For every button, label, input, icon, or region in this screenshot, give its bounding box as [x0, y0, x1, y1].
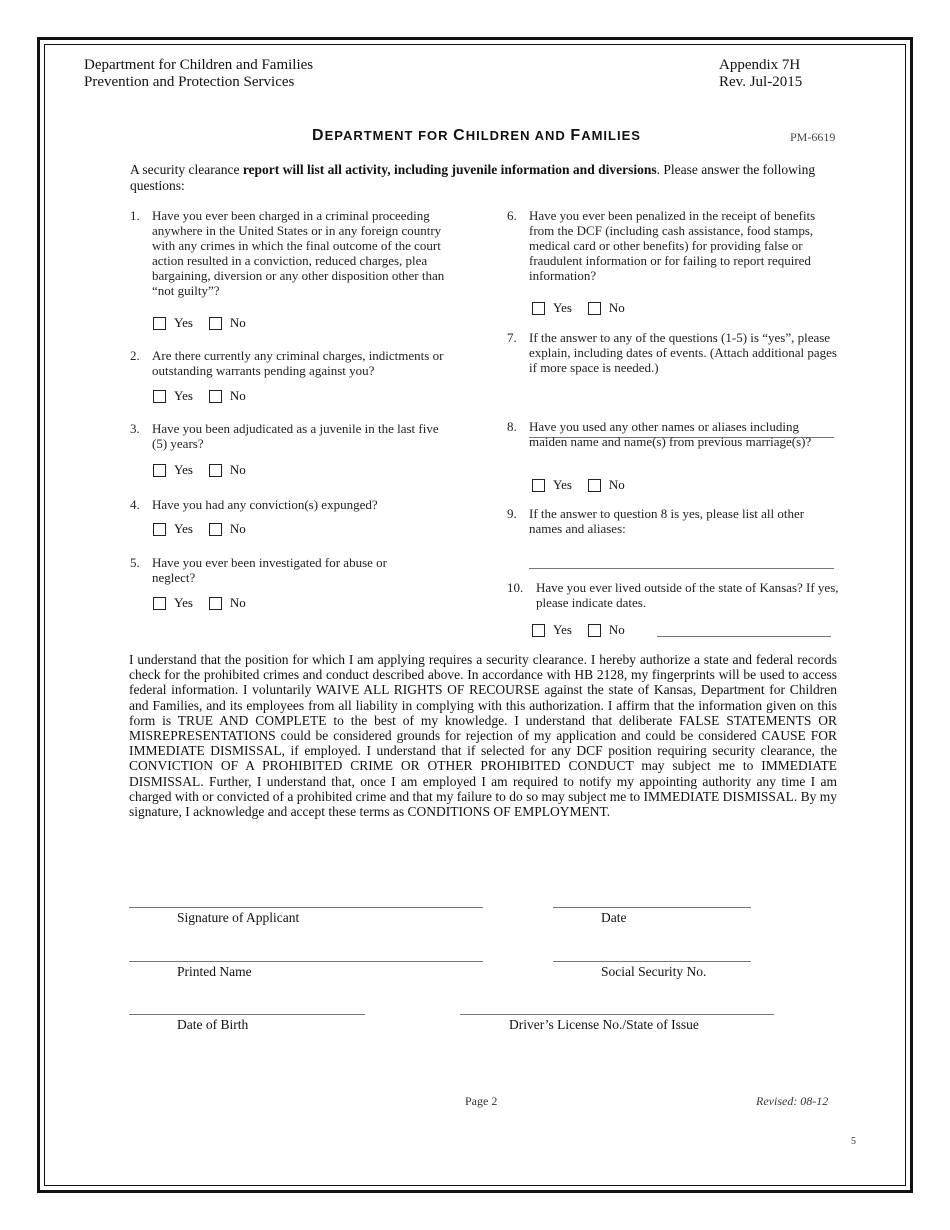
question-1: 1. Have you ever been charged in a criminal proceeding anywhere in the United States or in any foreign country with any crimes in which the final outcome of the court action resulted in a conviction, reduced charges, plea bargaining, diversion or any other disposition other than “not guilty”? [130, 208, 445, 298]
question-8: 8. Have you used any other names or aliases including maiden name and name(s) from previous marriage(s)? [507, 419, 812, 449]
q5-no-checkbox[interactable] [209, 597, 222, 610]
header-right [719, 57, 802, 91]
q10-yes-checkbox[interactable] [532, 624, 545, 637]
q2-no-checkbox[interactable] [209, 390, 222, 403]
form-id: PM-6619 [790, 130, 836, 144]
question-4: 4. Have you had any conviction(s) expunged? [130, 497, 378, 512]
q8-no-checkbox[interactable] [588, 479, 601, 492]
header-division: Prevention and Protection Services [84, 74, 295, 90]
question-5-answer: Yes No [153, 595, 256, 611]
question-4-answer: Yes No [153, 521, 256, 537]
header-dept: Department for Children and Families [84, 57, 314, 73]
question-8-answer: Yes No [532, 477, 635, 493]
question-10: 10. Have you ever lived outside of the state of Kansas? If yes, please indicate dates. [507, 580, 839, 610]
header-revision: Rev. Jul-2015 [719, 74, 803, 90]
header-left [84, 57, 313, 91]
license-line[interactable] [460, 1014, 774, 1015]
signature-line[interactable] [129, 907, 483, 908]
ssn-label: Social Security No. [601, 964, 707, 979]
dob-label: Date of Birth [177, 1017, 249, 1032]
q3-no-checkbox[interactable] [209, 464, 222, 477]
q5-yes-checkbox[interactable] [153, 597, 166, 610]
date-label: Date [601, 910, 627, 925]
question-2-answer: Yes No [153, 388, 256, 404]
question-1-answer: Yes No [153, 315, 256, 331]
q8-yes-checkbox[interactable] [532, 479, 545, 492]
question-2: 2. Are there currently any criminal charges, indictments or outstanding warrants pending against you? [130, 348, 444, 378]
question-6-answer: Yes No [532, 300, 635, 316]
dob-line[interactable] [129, 1014, 365, 1015]
question-9-answer-line[interactable] [529, 568, 834, 569]
corner-mark: 5 [851, 1136, 856, 1147]
q3-yes-checkbox[interactable] [153, 464, 166, 477]
header-appendix: Appendix 7H [719, 57, 801, 73]
intro-text: A security clearance report will list all activity, including juvenile information and diversions. Please answer the following questions: [130, 162, 816, 193]
question-9: 9. If the answer to question 8 is yes, please list all other names and aliases: [507, 506, 805, 536]
signature-label: Signature of Applicant [177, 910, 300, 925]
form-title: DEPARTMENT FOR CHILDREN AND FAMILIES [312, 127, 641, 144]
q1-no-checkbox[interactable] [209, 317, 222, 330]
question-10-dates-line[interactable] [657, 636, 831, 637]
q10-no-checkbox[interactable] [588, 624, 601, 637]
printed-name-label: Printed Name [177, 964, 252, 979]
printed-name-line[interactable] [129, 961, 483, 962]
question-5: 5. Have you ever been investigated for abuse or neglect? [130, 555, 387, 585]
question-7: 7. If the answer to any of the questions (1-5) is “yes”, please explain, including dates of events. (Attach additional pages if more space is needed.) [507, 330, 837, 375]
q2-yes-checkbox[interactable] [153, 390, 166, 403]
q6-yes-checkbox[interactable] [532, 302, 545, 315]
date-line[interactable] [553, 907, 751, 908]
license-label: Driver’s License No./State of Issue [509, 1017, 699, 1032]
page-number: Page 2 [465, 1094, 498, 1108]
question-6: 6. Have you ever been penalized in the receipt of benefits from the DCF (including cash assistance, food stamps, medical card or other benefits) for providing false or fraudulent information or for failing to report required information? [507, 208, 816, 283]
q4-no-checkbox[interactable] [209, 523, 222, 536]
question-3-answer: Yes No [153, 462, 256, 478]
q4-yes-checkbox[interactable] [153, 523, 166, 536]
ssn-line[interactable] [553, 961, 751, 962]
authorization-paragraph: I understand that the position for which I am applying requires a security clearance. I hereby authorize a state and federal records check for the prohibited crimes and conduct described above. In accordance with HB 2128, my fingerprints will be used to access federal information. I voluntarily WAIVE ALL RIGHTS OF RECOURSE against the state of Kansas, Department for Children and Families, and its employees from all liability in complying with this authorization. I affirm that the information given on this form is TRUE AND COMPLETE to the best of my knowledge. I understand that deliberate FALSE STATEMENTS OR MISREPRESENTATIONS could be considered grounds for rejection of my application and could be considered CAUSE FOR IMMEDIATE DISMISSAL, if employed. I understand that if selected for any DCF position requiring security clearance, the CONVICTION OF A PROHIBITED CRIME OR OTHER PROHIBITED CONDUCT may subject me to IMMEDIATE DISMISSAL. Further, I understand that, once I am employed I am required to notify my appointing authority any time I am charged with or convicted of a prohibited crime and that my failure to do so may subject me to IMMEDIATE DISMISSAL. By my signature, I acknowledge and accept these terms as CONDITIONS OF EMPLOYMENT. [129, 652, 837, 820]
question-10-answer: Yes No [532, 622, 635, 638]
q1-yes-checkbox[interactable] [153, 317, 166, 330]
question-3: 3. Have you been adjudicated as a juvenile in the last five (5) years? [130, 421, 439, 451]
revised-date: Revised: 08-12 [756, 1094, 829, 1108]
q6-no-checkbox[interactable] [588, 302, 601, 315]
